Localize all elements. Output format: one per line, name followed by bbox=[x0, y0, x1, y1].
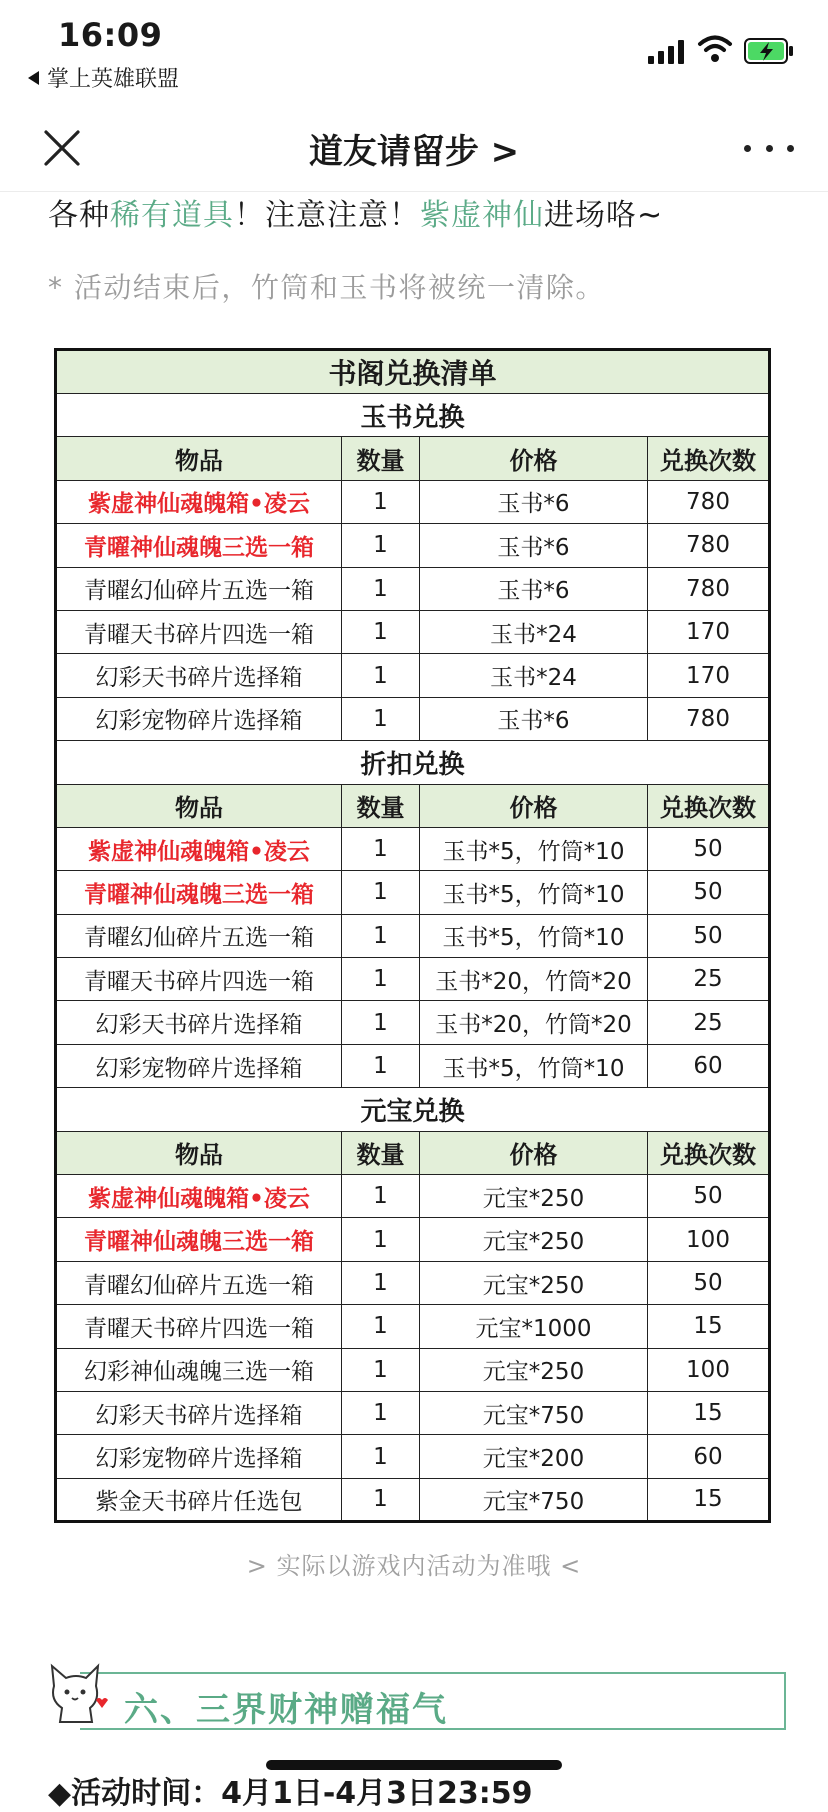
table-row bbox=[56, 1305, 770, 1348]
table-cell-item: 幻彩宠物碎片选择箱 bbox=[56, 697, 342, 740]
table-column-header: 数量 bbox=[342, 437, 420, 480]
table-section-row bbox=[56, 1088, 770, 1131]
table-header-row bbox=[56, 437, 770, 480]
table-cell-price: 玉书*5，竹筒*10 bbox=[420, 827, 648, 870]
table-cell-qty: 1 bbox=[342, 1001, 420, 1044]
table-cell-qty: 1 bbox=[342, 871, 420, 914]
table-row bbox=[56, 524, 770, 567]
table-cell-qty: 1 bbox=[342, 914, 420, 957]
table-cell-times: 60 bbox=[648, 1435, 770, 1478]
table-cell-item: 幻彩天书碎片选择箱 bbox=[56, 654, 342, 697]
table-row bbox=[56, 697, 770, 740]
intro-text: 各种 bbox=[48, 198, 110, 233]
dot-icon bbox=[787, 145, 794, 152]
table-row bbox=[56, 1478, 770, 1521]
table-row bbox=[56, 1001, 770, 1044]
table-column-header: 兑换次数 bbox=[648, 1131, 770, 1174]
status-time: 16:09 bbox=[58, 16, 163, 54]
table-cell-qty: 1 bbox=[342, 1261, 420, 1304]
table-cell-price: 元宝*1000 bbox=[420, 1305, 648, 1348]
table-cell-times: 780 bbox=[648, 697, 770, 740]
table-cell-price: 玉书*6 bbox=[420, 524, 648, 567]
cellular-signal-icon bbox=[648, 40, 686, 64]
table-row bbox=[56, 480, 770, 523]
table-row bbox=[56, 1348, 770, 1391]
table-section-title: 元宝兑换 bbox=[56, 1088, 770, 1131]
table-cell-qty: 1 bbox=[342, 610, 420, 653]
table-cell-qty: 1 bbox=[342, 958, 420, 1001]
table-row bbox=[56, 871, 770, 914]
table-cell-item: 紫虚神仙魂魄箱•凌云 bbox=[56, 827, 342, 870]
table-cell-price: 玉书*5，竹筒*10 bbox=[420, 914, 648, 957]
exchange-table bbox=[54, 348, 771, 1523]
table-cell-qty: 1 bbox=[342, 1305, 420, 1348]
table-column-header: 兑换次数 bbox=[648, 784, 770, 827]
table-header-row bbox=[56, 1131, 770, 1174]
table-cell-qty: 1 bbox=[342, 1348, 420, 1391]
table-cell-price: 玉书*20，竹筒*20 bbox=[420, 1001, 648, 1044]
table-section-row bbox=[56, 394, 770, 437]
table-row bbox=[56, 958, 770, 1001]
table-cell-item: 青曜幻仙碎片五选一箱 bbox=[56, 567, 342, 610]
table-cell-times: 170 bbox=[648, 610, 770, 653]
intro-highlight: 紫虚神仙 bbox=[420, 198, 544, 233]
table-row bbox=[56, 654, 770, 697]
intro-text: 进场咯~ bbox=[544, 198, 664, 233]
table-column-header: 兑换次数 bbox=[648, 437, 770, 480]
table-cell-price: 玉书*6 bbox=[420, 567, 648, 610]
table-cell-price: 玉书*6 bbox=[420, 480, 648, 523]
table-cell-times: 170 bbox=[648, 654, 770, 697]
table-cell-qty: 1 bbox=[342, 1175, 420, 1218]
back-triangle-icon bbox=[28, 71, 39, 85]
table-title-row bbox=[56, 350, 770, 394]
section-heading-text: 六、三界财神赠福气 bbox=[124, 1690, 448, 1730]
table-cell-qty: 1 bbox=[342, 480, 420, 523]
table-cell-qty: 1 bbox=[342, 567, 420, 610]
table-column-header: 物品 bbox=[56, 784, 342, 827]
table-cell-price: 元宝*200 bbox=[420, 1435, 648, 1478]
table-row bbox=[56, 1435, 770, 1478]
table-cell-item: 青曜神仙魂魄三选一箱 bbox=[56, 1218, 342, 1261]
table-cell-item: 幻彩天书碎片选择箱 bbox=[56, 1001, 342, 1044]
intro-text: ！注意注意！ bbox=[234, 198, 420, 233]
table-cell-qty: 1 bbox=[342, 1044, 420, 1087]
table-row bbox=[56, 914, 770, 957]
table-cell-qty: 1 bbox=[342, 1218, 420, 1261]
table-cell-price: 元宝*750 bbox=[420, 1391, 648, 1434]
home-indicator[interactable] bbox=[266, 1760, 562, 1770]
table-cell-item: 青曜天书碎片四选一箱 bbox=[56, 610, 342, 653]
table-cell-times: 50 bbox=[648, 1175, 770, 1218]
table-column-header: 价格 bbox=[420, 437, 648, 480]
table-cell-times: 25 bbox=[648, 1001, 770, 1044]
table-cell-times: 50 bbox=[648, 827, 770, 870]
table-title: 书阁兑换清单 bbox=[56, 350, 770, 394]
table-cell-item: 紫虚神仙魂魄箱•凌云 bbox=[56, 480, 342, 523]
battery-charging-icon bbox=[744, 38, 794, 64]
table-section-title: 折扣兑换 bbox=[56, 741, 770, 784]
table-column-header: 价格 bbox=[420, 1131, 648, 1174]
table-cell-item: 紫金天书碎片任选包 bbox=[56, 1478, 342, 1521]
table-column-header: 数量 bbox=[342, 784, 420, 827]
back-to-app-link[interactable] bbox=[28, 62, 179, 93]
table-cell-price: 元宝*750 bbox=[420, 1478, 648, 1521]
table-cell-price: 玉书*24 bbox=[420, 610, 648, 653]
table-cell-times: 50 bbox=[648, 914, 770, 957]
table-cell-qty: 1 bbox=[342, 697, 420, 740]
table-row bbox=[56, 567, 770, 610]
table-cell-price: 玉书*5，竹筒*10 bbox=[420, 871, 648, 914]
footnote: > 实际以游戏内活动为准哦 < bbox=[246, 1552, 582, 1580]
table-cell-times: 780 bbox=[648, 480, 770, 523]
table-row bbox=[56, 610, 770, 653]
intro-highlight: 稀有道具 bbox=[110, 198, 234, 233]
table-header-row bbox=[56, 784, 770, 827]
table-row bbox=[56, 1175, 770, 1218]
table-cell-times: 50 bbox=[648, 1261, 770, 1304]
table-column-header: 物品 bbox=[56, 437, 342, 480]
table-column-header: 物品 bbox=[56, 1131, 342, 1174]
table-cell-price: 元宝*250 bbox=[420, 1348, 648, 1391]
table-column-header: 数量 bbox=[342, 1131, 420, 1174]
table-cell-item: 青曜天书碎片四选一箱 bbox=[56, 958, 342, 1001]
intro-paragraph bbox=[48, 190, 663, 234]
table-cell-item: 幻彩宠物碎片选择箱 bbox=[56, 1044, 342, 1087]
table-cell-qty: 1 bbox=[342, 1435, 420, 1478]
table-row bbox=[56, 1261, 770, 1304]
table-cell-times: 15 bbox=[648, 1305, 770, 1348]
table-cell-item: 紫虚神仙魂魄箱•凌云 bbox=[56, 1175, 342, 1218]
table-cell-price: 玉书*6 bbox=[420, 697, 648, 740]
table-section-row bbox=[56, 741, 770, 784]
table-cell-qty: 1 bbox=[342, 1478, 420, 1521]
status-bar bbox=[0, 0, 828, 90]
table-cell-qty: 1 bbox=[342, 1391, 420, 1434]
table-cell-qty: 1 bbox=[342, 827, 420, 870]
table-cell-item: 青曜神仙魂魄三选一箱 bbox=[56, 871, 342, 914]
table-row bbox=[56, 1391, 770, 1434]
dot-icon bbox=[766, 145, 773, 152]
table-cell-price: 元宝*250 bbox=[420, 1218, 648, 1261]
table-cell-qty: 1 bbox=[342, 524, 420, 567]
table-cell-price: 玉书*5，竹筒*10 bbox=[420, 1044, 648, 1087]
back-app-label: 掌上英雄联盟 bbox=[47, 67, 180, 92]
table-cell-times: 25 bbox=[648, 958, 770, 1001]
table-cell-item: 幻彩宠物碎片选择箱 bbox=[56, 1435, 342, 1478]
more-options-button[interactable] bbox=[744, 128, 794, 168]
table-cell-times: 15 bbox=[648, 1391, 770, 1434]
table-cell-times: 100 bbox=[648, 1218, 770, 1261]
navigation-bar bbox=[0, 108, 828, 192]
activity-note: * 活动结束后，竹筒和玉书将被统一清除。 bbox=[48, 271, 605, 304]
table-row bbox=[56, 827, 770, 870]
table-cell-price: 元宝*250 bbox=[420, 1261, 648, 1304]
table-cell-price: 玉书*24 bbox=[420, 654, 648, 697]
table-cell-item: 青曜神仙魂魄三选一箱 bbox=[56, 524, 342, 567]
table-cell-times: 780 bbox=[648, 524, 770, 567]
table-cell-item: 青曜幻仙碎片五选一箱 bbox=[56, 914, 342, 957]
table-row bbox=[56, 1044, 770, 1087]
table-cell-item: 青曜幻仙碎片五选一箱 bbox=[56, 1261, 342, 1304]
page-title[interactable]: 道友请留步 > bbox=[308, 132, 520, 172]
activity-time-text: ◆活动时间：4月1日-4月3日23:59 bbox=[48, 1776, 533, 1811]
exchange-table-image bbox=[54, 348, 768, 1523]
table-cell-times: 100 bbox=[648, 1348, 770, 1391]
table-cell-price: 玉书*20，竹筒*20 bbox=[420, 958, 648, 1001]
cat-mascot-icon bbox=[40, 1656, 112, 1728]
table-cell-times: 50 bbox=[648, 871, 770, 914]
table-cell-item: 青曜天书碎片四选一箱 bbox=[56, 1305, 342, 1348]
table-section-title: 玉书兑换 bbox=[56, 394, 770, 437]
table-cell-times: 60 bbox=[648, 1044, 770, 1087]
wifi-icon bbox=[698, 34, 732, 64]
dot-icon bbox=[744, 145, 751, 152]
table-cell-qty: 1 bbox=[342, 654, 420, 697]
table-cell-times: 15 bbox=[648, 1478, 770, 1521]
table-cell-item: 幻彩神仙魂魄三选一箱 bbox=[56, 1348, 342, 1391]
table-cell-times: 780 bbox=[648, 567, 770, 610]
section-heading bbox=[80, 1672, 786, 1730]
table-cell-price: 元宝*250 bbox=[420, 1175, 648, 1218]
table-cell-item: 幻彩天书碎片选择箱 bbox=[56, 1391, 342, 1434]
table-column-header: 价格 bbox=[420, 784, 648, 827]
table-row bbox=[56, 1218, 770, 1261]
